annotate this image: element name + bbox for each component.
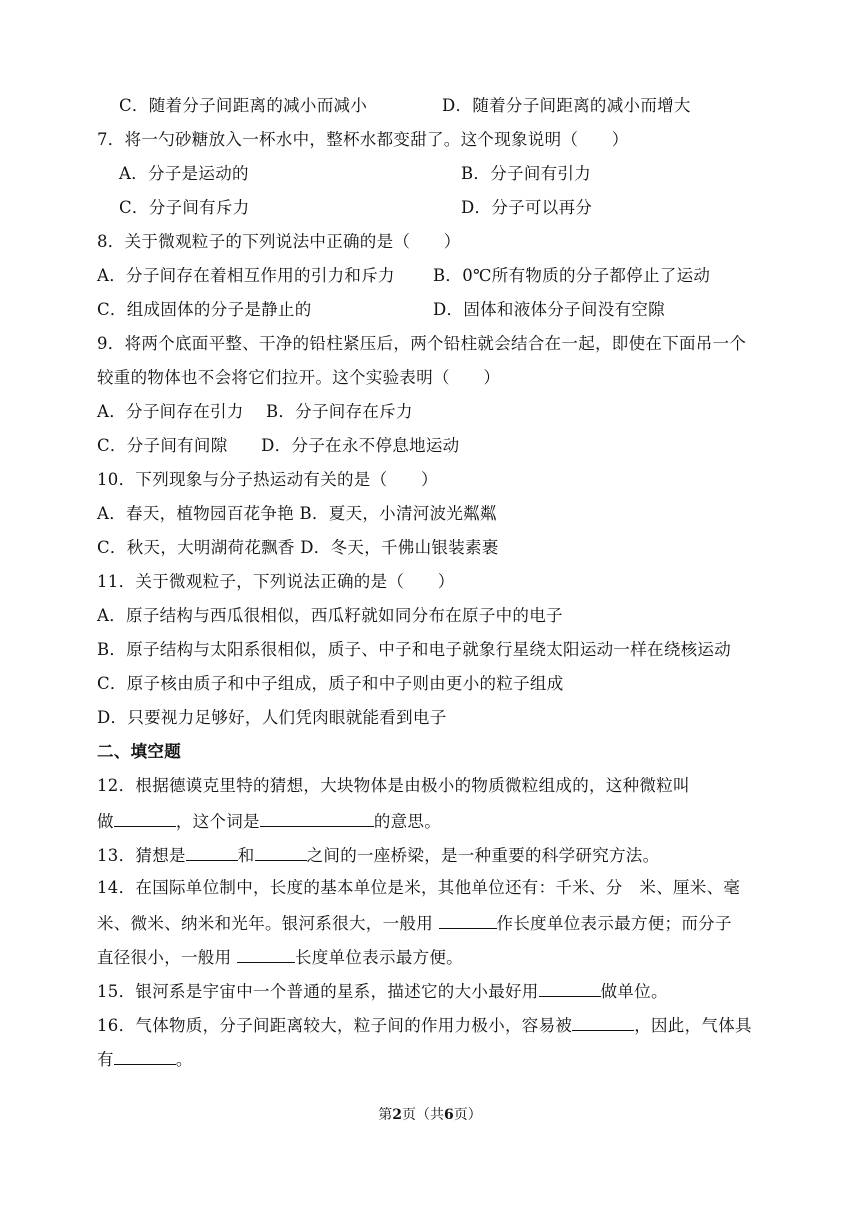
q11-option-b: B．原子结构与太阳系很相似，质子、中子和电子就象行星绕太阳运动一样在绕核运动 [97, 640, 732, 659]
q8-option-d: D．固体和液体分子间没有空隙 [433, 300, 665, 319]
q12-line-1: 12．根据德谟克里特的猜想，大块物体是由极小的物质微粒组成的，这种微粒叫 [97, 776, 690, 795]
q11-option-c: C．原子核由质子和中子组成，质子和中子则由更小的粒子组成 [97, 674, 564, 693]
q7-option-b: B．分子间有引力 [461, 164, 592, 183]
q15-text-1: 15．银河系是宇宙中一个普通的星系，描述它的大小最好用 [97, 982, 539, 1001]
q14-line-2 [97, 912, 777, 934]
footer-total-pages: 6 [444, 1107, 454, 1123]
q12-text-3: ，这个词是 [175, 812, 260, 831]
q8-options-row-1 [97, 266, 777, 286]
q7-options-row-2 [119, 198, 799, 218]
q13-blank-2[interactable] [255, 844, 307, 861]
q10-options-row-1: A．春天，植物园百花争艳 B．夏天，小清河波光粼粼 [97, 504, 497, 523]
footer-suffix: 页） [453, 1107, 482, 1123]
q9-stem-line-2: 较重的物体也不会将它们拉开。这个实验表明（ ） [97, 368, 501, 387]
q11-option-d: D．只要视力足够好，人们凭肉眼就能看到电子 [97, 708, 447, 727]
q7-options-row-1 [119, 164, 799, 184]
q8-stem: 8．关于微观粒子的下列说法中正确的是（ ） [97, 232, 461, 251]
q8-option-b: B．0℃所有物质的分子都停止了运动 [433, 266, 711, 285]
q8-option-c: C．组成固体的分子是静止的 [97, 300, 312, 319]
footer-page-number: 2 [392, 1107, 402, 1123]
q6-option-c: C．随着分子间距离的减小而减小 [119, 96, 368, 115]
page-footer [0, 1106, 860, 1124]
q15-blank[interactable] [539, 980, 601, 997]
q13-text-3: 之间的一座桥梁，是一种重要的科学研究方法。 [306, 846, 660, 865]
q13-text-2: 和 [237, 846, 255, 865]
q13-line [97, 844, 777, 866]
q11-option-a: A．原子结构与西瓜很相似，西瓜籽就如同分布在原子中的电子 [97, 606, 563, 625]
q14-line-3 [97, 946, 777, 968]
q16-text-2b: 。 [175, 1050, 193, 1069]
footer-prefix: 第 [378, 1107, 393, 1123]
section-title-fill-in: 二、填空题 [97, 742, 181, 761]
q16-text-1b: ，因此，气体具 [634, 1016, 752, 1035]
q14-text-3b: 长度单位表示最方便。 [294, 948, 463, 967]
q14-blank-2[interactable] [237, 946, 295, 963]
q12-line-2 [97, 810, 777, 832]
q10-stem: 10．下列现象与分子热运动有关的是（ ） [97, 470, 438, 489]
q13-blank-1[interactable] [186, 844, 238, 861]
q11-stem: 11．关于微观粒子，下列说法正确的是（ ） [97, 572, 455, 591]
q9-options-row-2: C．分子间有间隙 D．分子在永不停息地运动 [97, 436, 460, 455]
q9-stem-line-1: 9．将两个底面平整、干净的铅柱紧压后，两个铅柱就会结合在一起，即使在下面吊一个 [97, 334, 747, 353]
q6-option-d: D．随着分子间距离的减小而增大 [442, 96, 691, 115]
q12-text-4: 的意思。 [373, 812, 442, 831]
q8-options-row-2 [97, 300, 777, 320]
q16-blank-2[interactable] [114, 1048, 176, 1065]
q8-option-a: A．分子间存在着相互作用的引力和斥力 [97, 266, 395, 285]
q14-blank-1[interactable] [439, 912, 497, 929]
footer-middle: 页（共 [402, 1107, 444, 1123]
q16-line-1 [97, 1014, 777, 1036]
q14-text-3a: 直径很小，一般用 [97, 948, 237, 967]
q10-options-row-2: C．秋天，大明湖荷花飘香 D．冬天，千佛山银装素裹 [97, 538, 499, 557]
q16-blank-1[interactable] [572, 1014, 634, 1031]
q14-text-2a: 米、微米、纳米和光年。银河系很大，一般用 [97, 914, 439, 933]
q6-options-row [119, 96, 799, 116]
q16-text-2a: 有 [97, 1050, 114, 1069]
q14-text-2b: 作长度单位表示最方便；而分子 [496, 914, 732, 933]
q12-blank-2[interactable] [260, 810, 374, 827]
q15-text-2: 做单位。 [600, 982, 668, 1001]
q7-option-a: A．分子是运动的 [119, 164, 249, 183]
q12-text-2: 做 [97, 812, 114, 831]
q13-text-1: 13．猜想是 [97, 846, 186, 865]
q7-stem: 7．将一勺砂糖放入一杯水中，整杯水都变甜了。这个现象说明（ ） [97, 130, 629, 149]
q15-line [97, 980, 777, 1002]
q12-blank-1[interactable] [114, 810, 176, 827]
q7-option-c: C．分子间有斥力 [119, 198, 250, 217]
q7-option-d: D．分子可以再分 [461, 198, 593, 217]
q9-options-row-1: A．分子间存在引力 B．分子间存在斥力 [97, 402, 413, 421]
q16-text-1a: 16．气体物质，分子间距离较大，粒子间的作用力极小，容易被 [97, 1016, 573, 1035]
q14-line-1: 14．在国际单位制中，长度的基本单位是米，其他单位还有：千米、分 米、厘米、毫 [97, 878, 741, 897]
q16-line-2 [97, 1048, 777, 1070]
